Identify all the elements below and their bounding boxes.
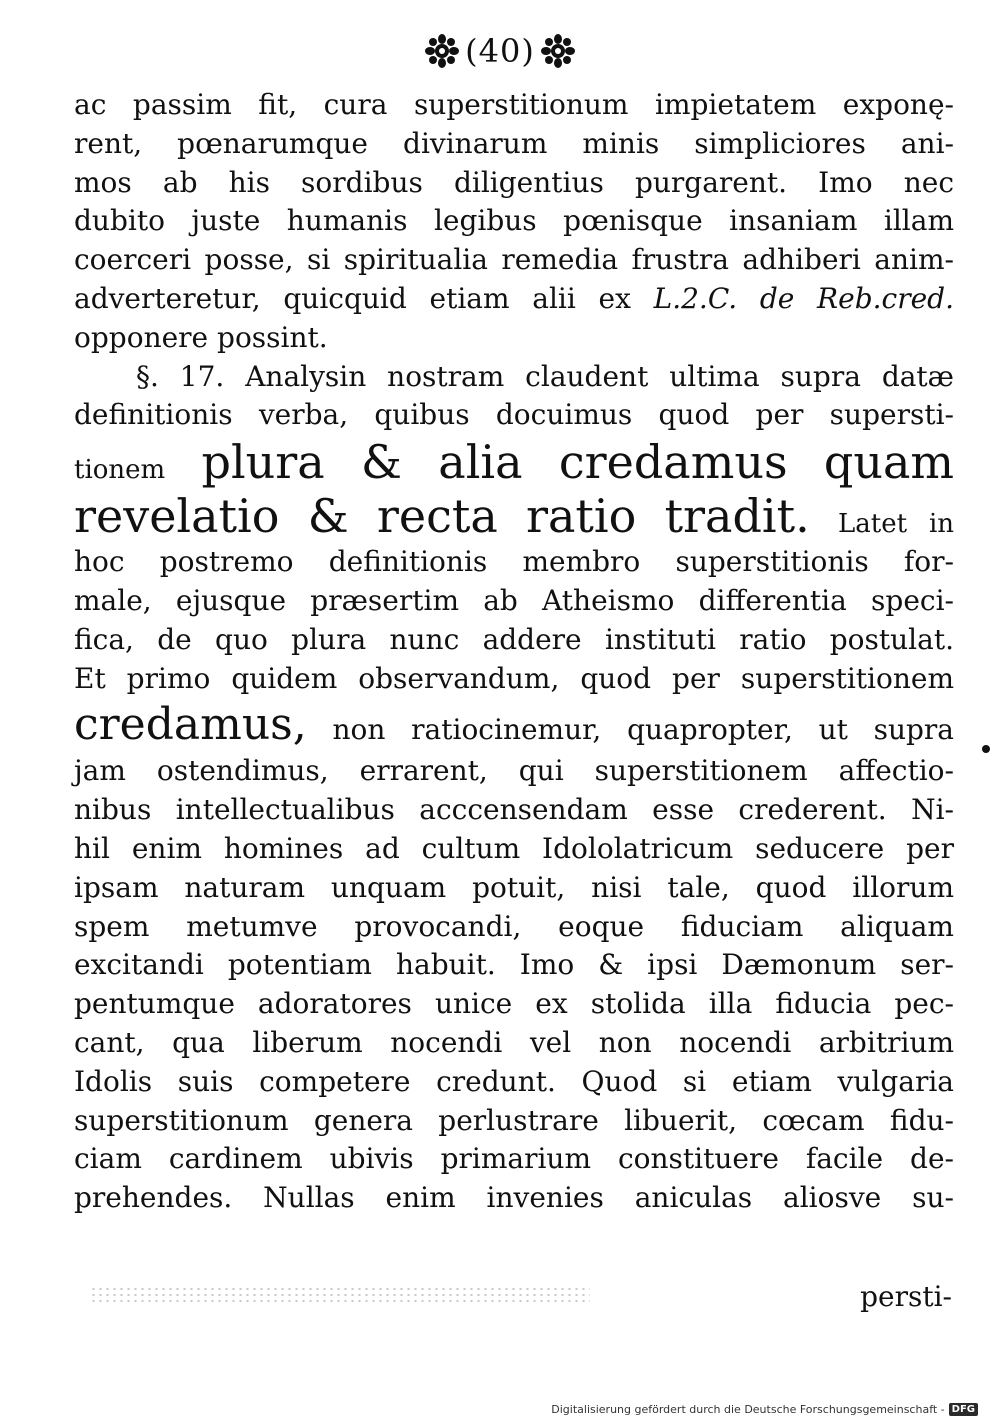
text-line: male, ejusque præsertim ab Atheismo differentia speci- (74, 583, 954, 617)
text-line: rent, pœnarumque divinarum minis simpliciores ani- (74, 126, 954, 160)
left-ornament-icon (425, 34, 459, 68)
text-line (74, 280, 954, 319)
text-fragment: adverteretur, quicquid etiam alii ex (74, 281, 631, 315)
emphasis-line (74, 489, 954, 543)
footer-credit (551, 1403, 978, 1416)
text-line: definitionis verba, quibus docuimus quod per supersti- (74, 398, 954, 432)
text-fragment: Latet in (838, 509, 954, 540)
emphasis-line (74, 698, 954, 752)
footer-credit-text: Digitalisierung gefördert durch die Deutsche Forschungsgemeinschaft - (551, 1403, 945, 1416)
text-fragment: tionem (74, 455, 166, 486)
emphasis-line (74, 435, 954, 489)
catchword: persti- (860, 1280, 952, 1313)
text-line: cant, qua liberum nocendi vel non nocendi arbitrium (74, 1025, 954, 1059)
text-line: ac passim fit, cura superstitionum impietatem exponę- (74, 88, 954, 121)
body-text (74, 86, 954, 1218)
right-ornament-icon (541, 34, 575, 68)
text-line: jam ostendimus, errarent, qui superstitionem affectio- (74, 754, 954, 788)
text-fragment: non ratiocinemur, quapropter, ut supra (332, 713, 954, 747)
text-line: opponere possint. (74, 320, 328, 354)
margin-dot (982, 745, 990, 753)
page-header (0, 32, 1000, 70)
emphasis-text: credamus, (74, 699, 307, 751)
bleed-through-noise (90, 1286, 590, 1306)
text-line: dubito juste humanis legibus pœnisque insaniam illam (74, 204, 954, 238)
text-line: pentumque adoratores unice ex stolida illa fiducia pec- (74, 987, 954, 1021)
page-number: (40) (465, 32, 535, 70)
text-line: ipsam naturam unquam potuit, nisi tale, quod illorum (74, 870, 954, 904)
text-line: fica, de quo plura nunc addere instituti ratio postulat. (74, 622, 954, 656)
text-line: mos ab his sordibus diligentius purgarent. Imo nec (74, 165, 954, 199)
text-line: Et primo quidem observandum, quod per superstitionem (74, 661, 954, 695)
text-line: coerceri posse, si spiritualia remedia frustra adhiberi anim- (74, 243, 954, 277)
text-line: hoc postremo definitionis membro superstitionis for- (74, 545, 954, 579)
text-line: hil enim homines ad cultum Idololatricum seducere per (74, 831, 954, 865)
dfg-logo: DFG (949, 1403, 978, 1416)
text-line: spem metumve provocandi, eoque fiduciam aliquam (74, 909, 954, 943)
text-line: Idolis suis competere credunt. Quod si etiam vulgaria (74, 1064, 954, 1098)
section-heading-line: §. 17. Analysin nostram claudent ultima supra datæ (136, 359, 954, 393)
legal-citation: L.2.C. de Reb.cred. (653, 281, 954, 315)
text-line: excitandi potentiam habuit. Imo & ipsi Dæmonum ser- (74, 948, 954, 982)
text-line: superstitionum genera perlustrare libuerit, cœcam fidu- (74, 1103, 954, 1137)
text-line: prehendes. Nullas enim invenies aniculas aliosve su- (74, 1181, 954, 1215)
text-line: ciam cardinem ubivis primarium constituere facile de- (74, 1142, 954, 1176)
emphasis-text: revelatio & recta ratio tradit. (74, 489, 810, 544)
text-line: nibus intellectualibus acccensendam esse crederent. Ni- (74, 793, 954, 827)
emphasis-text: plura & alia credamus quam (201, 435, 954, 490)
